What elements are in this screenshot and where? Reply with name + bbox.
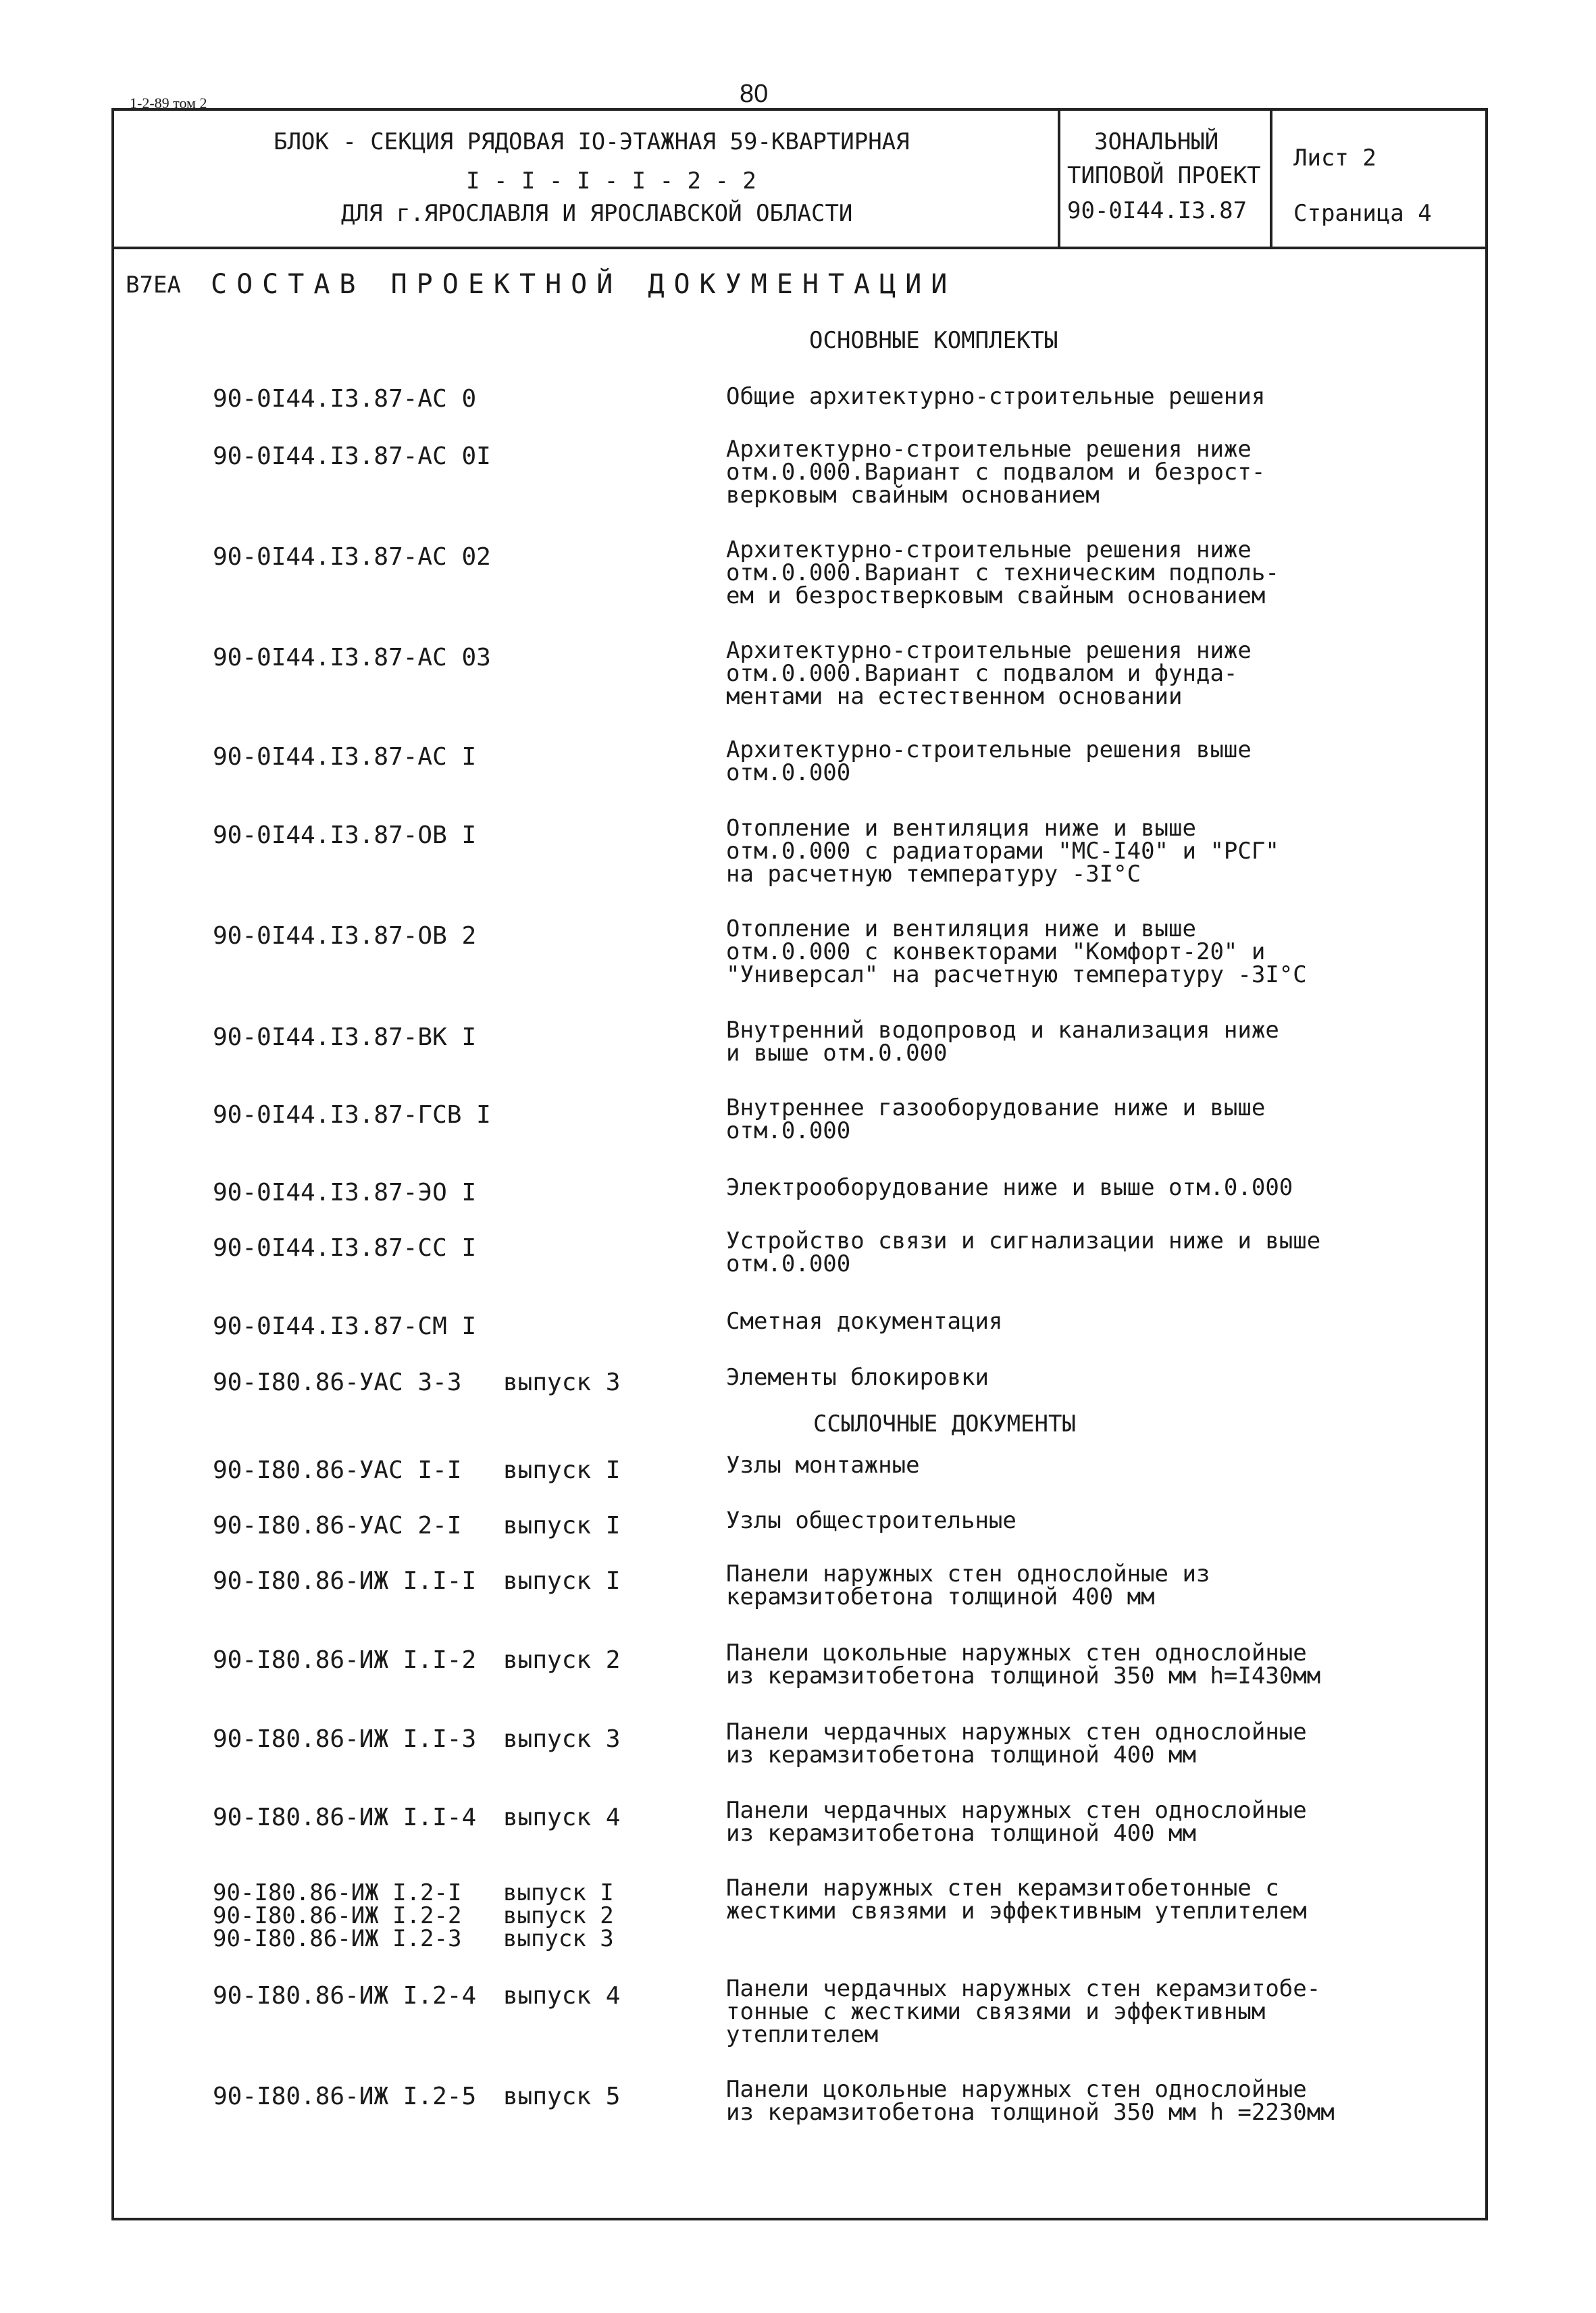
doc-description: Электрооборудование ниже и выше отм.0.000 (726, 1174, 1293, 1201)
doc-description: Отопление и вентиляция ниже и выше отм.0.000 с конвекторами "Комфорт-20" и "Универсал" на расчетную температуру -3I°С (726, 915, 1307, 988)
doc-code: 90-0I44.I3.87-ОВ I (213, 821, 477, 849)
ref-code: 90-I80.86-ИЖ I.I-3 (213, 1725, 477, 1753)
header-title-line3: ДЛЯ г.ЯРОСЛАВЛЯ И ЯРОСЛАВСКОЙ ОБЛАСТИ (341, 200, 853, 227)
header-title-line1: БЛОК - СЕКЦИЯ РЯДОВАЯ IO-ЭТАЖНАЯ 59-КВАРТИРНАЯ (274, 128, 910, 155)
doc-description: Архитектурно-строительные решения ниже отм.0.000.Вариант с подвалом и фунда- ментами на естественном основании (726, 637, 1252, 710)
sheet-label: Лист 2 (1293, 145, 1376, 172)
ref-issue: выпуск I (503, 1567, 621, 1595)
ref-code-group: 90-I80.86-ИЖ I.2-I 90-I80.86-ИЖ I.2-2 90-I80.86-ИЖ I.2-3 (213, 1879, 462, 1952)
doc-description: Архитектурно-строительные решения ниже отм.0.000.Вариант с подвалом и безрост- верковым свайным основанием (726, 436, 1266, 509)
ref-code: 90-I80.86-УАС I-I (213, 1456, 462, 1484)
section-title: СОСТАВ ПРОЕКТНОЙ ДОКУМЕНТАЦИИ (211, 269, 957, 300)
doc-code: 90-0I44.I3.87-СС I (213, 1234, 477, 1262)
ref-code: 90-I80.86-ИЖ I.I-4 (213, 1804, 477, 1831)
header-divider (111, 247, 1488, 249)
ref-description: Узлы общестроительные (726, 1507, 1016, 1534)
page-number: 80 (740, 80, 769, 108)
doc-code: 90-0I44.I3.87-ГСВ I (213, 1101, 491, 1129)
doc-description: Архитектурно-строительные решения выше отм.0.000 (726, 736, 1252, 786)
header-column-divider-2 (1270, 108, 1272, 248)
volume-note: 1-2-89 том 2 (130, 95, 207, 111)
page-label: Страница 4 (1293, 200, 1432, 227)
ref-description: Узлы монтажные (726, 1452, 920, 1479)
ref-description: Панели чердачных наружных стен однослойные из керамзитобетона толщиной 400 мм (726, 1797, 1307, 1847)
ref-description: Панели чердачных наружных стен однослойные из керамзитобетона толщиной 400 мм (726, 1719, 1307, 1769)
ref-description: Панели цокольные наружных стен однослойные из керамзитобетона толщиной 350 мм h=I430мм (726, 1640, 1321, 1689)
doc-description: Устройство связи и сигнализации ниже и выше отм.0.000 (726, 1227, 1321, 1277)
doc-code: 90-0I44.I3.87-АС 03 (213, 644, 491, 671)
doc-code: 90-0I44.I3.87-АС 0 (213, 385, 477, 413)
header-title-line2: I - I - I - I - 2 - 2 (466, 168, 756, 195)
subsection-main: ОСНОВНЫЕ КОМПЛЕКТЫ (809, 327, 1058, 354)
doc-code: 90-0I44.I3.87-АС 02 (213, 543, 491, 571)
ref-code: 90-I80.86-УАС 2-I (213, 1512, 462, 1540)
doc-code: 90-I80.86-УАС 3-3 (213, 1369, 462, 1396)
ref-issue: выпуск 2 (503, 1646, 621, 1674)
ref-issue: выпуск 3 (503, 1725, 621, 1753)
doc-description: Внутренний водопровод и канализация ниже и выше отм.0.000 (726, 1017, 1279, 1067)
ref-code: 90-I80.86-ИЖ I.I-2 (213, 1646, 477, 1674)
doc-description: Сметная документация (726, 1308, 1003, 1335)
doc-description: Общие архитектурно-строительные решения (726, 383, 1266, 410)
ref-description: Панели наружных стен однослойные из керамзитобетона толщиной 400 мм (726, 1560, 1210, 1610)
doc-code: 90-0I44.I3.87-АС I (213, 743, 477, 771)
ref-code: 90-I80.86-ИЖ I.I-I (213, 1567, 477, 1595)
stamp-code: В7ЕА (126, 272, 181, 299)
ref-issue: выпуск 4 (503, 1804, 621, 1831)
doc-code: 90-0I44.I3.87-ОВ 2 (213, 922, 477, 950)
ref-issue: выпуск 4 (503, 1982, 621, 2010)
doc-code: 90-0I44.I3.87-СМ I (213, 1313, 477, 1340)
ref-description: Панели наружных стен керамзитобетонные с жесткими связями и эффективным утеплителем (726, 1875, 1307, 1925)
ref-code: 90-I80.86-ИЖ I.2-5 (213, 2083, 477, 2110)
project-code: 90-0I44.I3.87 (1067, 197, 1247, 224)
ref-code: 90-I80.86-ИЖ I.2-4 (213, 1982, 477, 2010)
doc-description: Отопление и вентиляция ниже и выше отм.0.000 с радиаторами "МС-I40" и "РСГ" на расчетную температуру -3I°С (726, 815, 1279, 888)
ref-description: Панели цокольные наружных стен однослойные из керамзитобетона толщиной 350 мм h =2230мм (726, 2076, 1335, 2126)
doc-code: 90-0I44.I3.87-ВК I (213, 1023, 477, 1051)
ref-issue-group: выпуск I выпуск 2 выпуск 3 (503, 1879, 614, 1952)
doc-description: Внутреннее газооборудование ниже и выше отм.0.000 (726, 1094, 1266, 1144)
subsection-ref: ССЫЛОЧНЫЕ ДОКУМЕНТЫ (813, 1410, 1076, 1438)
doc-issue: выпуск 3 (503, 1369, 621, 1396)
doc-code: 90-0I44.I3.87-АС 0I (213, 442, 491, 470)
project-type-line2: ТИПОВОЙ ПРОЕКТ (1067, 162, 1261, 189)
header-column-divider-1 (1058, 108, 1060, 248)
doc-code: 90-0I44.I3.87-ЭО I (213, 1179, 477, 1206)
doc-description: Архитектурно-строительные решения ниже отм.0.000.Вариант с техническим подполь- ем и безростверковым свайным основанием (726, 536, 1279, 609)
project-type-line1: ЗОНАЛЬНЫЙ (1094, 128, 1219, 155)
ref-description: Панели чердачных наружных стен керамзитобе- тонные с жесткими связями и эффективным утеплителем (726, 1975, 1321, 2048)
ref-issue: выпуск I (503, 1512, 621, 1540)
ref-issue: выпуск I (503, 1456, 621, 1484)
doc-description: Элементы блокировки (726, 1364, 989, 1391)
ref-issue: выпуск 5 (503, 2083, 621, 2110)
